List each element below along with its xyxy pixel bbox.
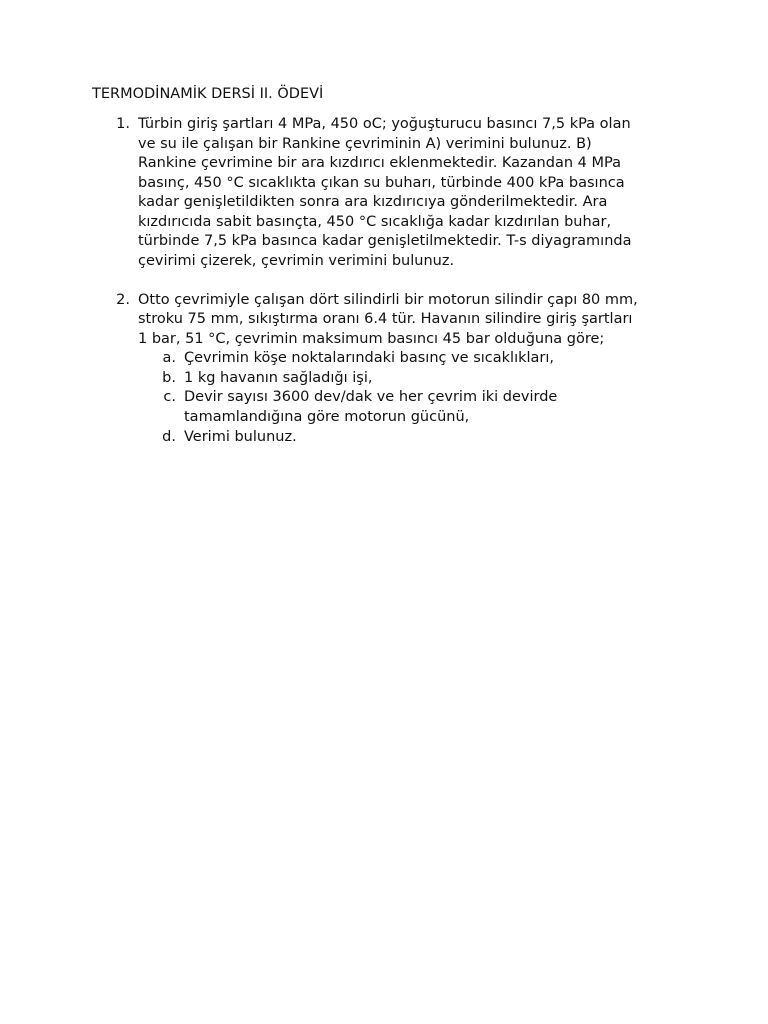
subitem-letter: c. (163, 389, 176, 405)
subitem-letter: d. (162, 429, 176, 445)
question-text-line: çevirimi çizerek, çevrimin verimini bulunuz. (138, 253, 455, 269)
question-text-line: türbinde 7,5 kPa basınca kadar genişletilmektedir. T-s diyagramında (138, 233, 632, 249)
question-number: 1. (116, 116, 130, 132)
question-text-line: Otto çevrimiyle çalışan dört silindirli bir motorun silindir çapı 80 mm, (138, 292, 638, 308)
question-text-line: Rankine çevrimine bir ara kızdırıcı eklenmektedir. Kazandan 4 MPa (138, 155, 621, 171)
subitem-text-line: 1 kg havanın sağladığı işi, (184, 370, 373, 386)
subitem-text-line: Çevrimin köşe noktalarındaki basınç ve sıcaklıkları, (184, 350, 555, 366)
question-text-line: kadar genişletildikten sonra ara kızdırıcıya gönderilmektedir. Ara (138, 194, 608, 210)
question-text-line: ve su ile çalışan bir Rankine çevriminin A) verimini bulunuz. B) (138, 136, 592, 152)
subitem-letter: b. (162, 370, 176, 386)
subitem-text-line: Verimi bulunuz. (184, 429, 297, 445)
question-text-line: Türbin giriş şartları 4 MPa, 450 oC; yoğuşturucu basıncı 7,5 kPa olan (138, 116, 631, 132)
subitem-text-line: tamamlandığına göre motorun gücünü, (184, 409, 470, 425)
question-text-line: basınç, 450 °C sıcaklıkta çıkan su buharı, türbinde 400 kPa basınca (138, 175, 625, 191)
question-text-line: kızdırıcıda sabit basınçta, 450 °C sıcaklığa kadar kızdırılan buhar, (138, 214, 612, 230)
question-number: 2. (116, 292, 130, 308)
question-text-line: 1 bar, 51 °C, çevrimin maksimum basıncı 45 bar olduğuna göre; (138, 331, 605, 347)
subitem-text-line: Devir sayısı 3600 dev/dak ve her çevrim iki devirde (184, 389, 558, 405)
subitem-letter: a. (162, 350, 176, 366)
question-text-line: stroku 75 mm, sıkıştırma oranı 6.4 tür. Havanın silindire giriş şartları (138, 311, 633, 327)
document-title: TERMODİNAMİK DERSİ II. ÖDEVİ (92, 86, 324, 102)
